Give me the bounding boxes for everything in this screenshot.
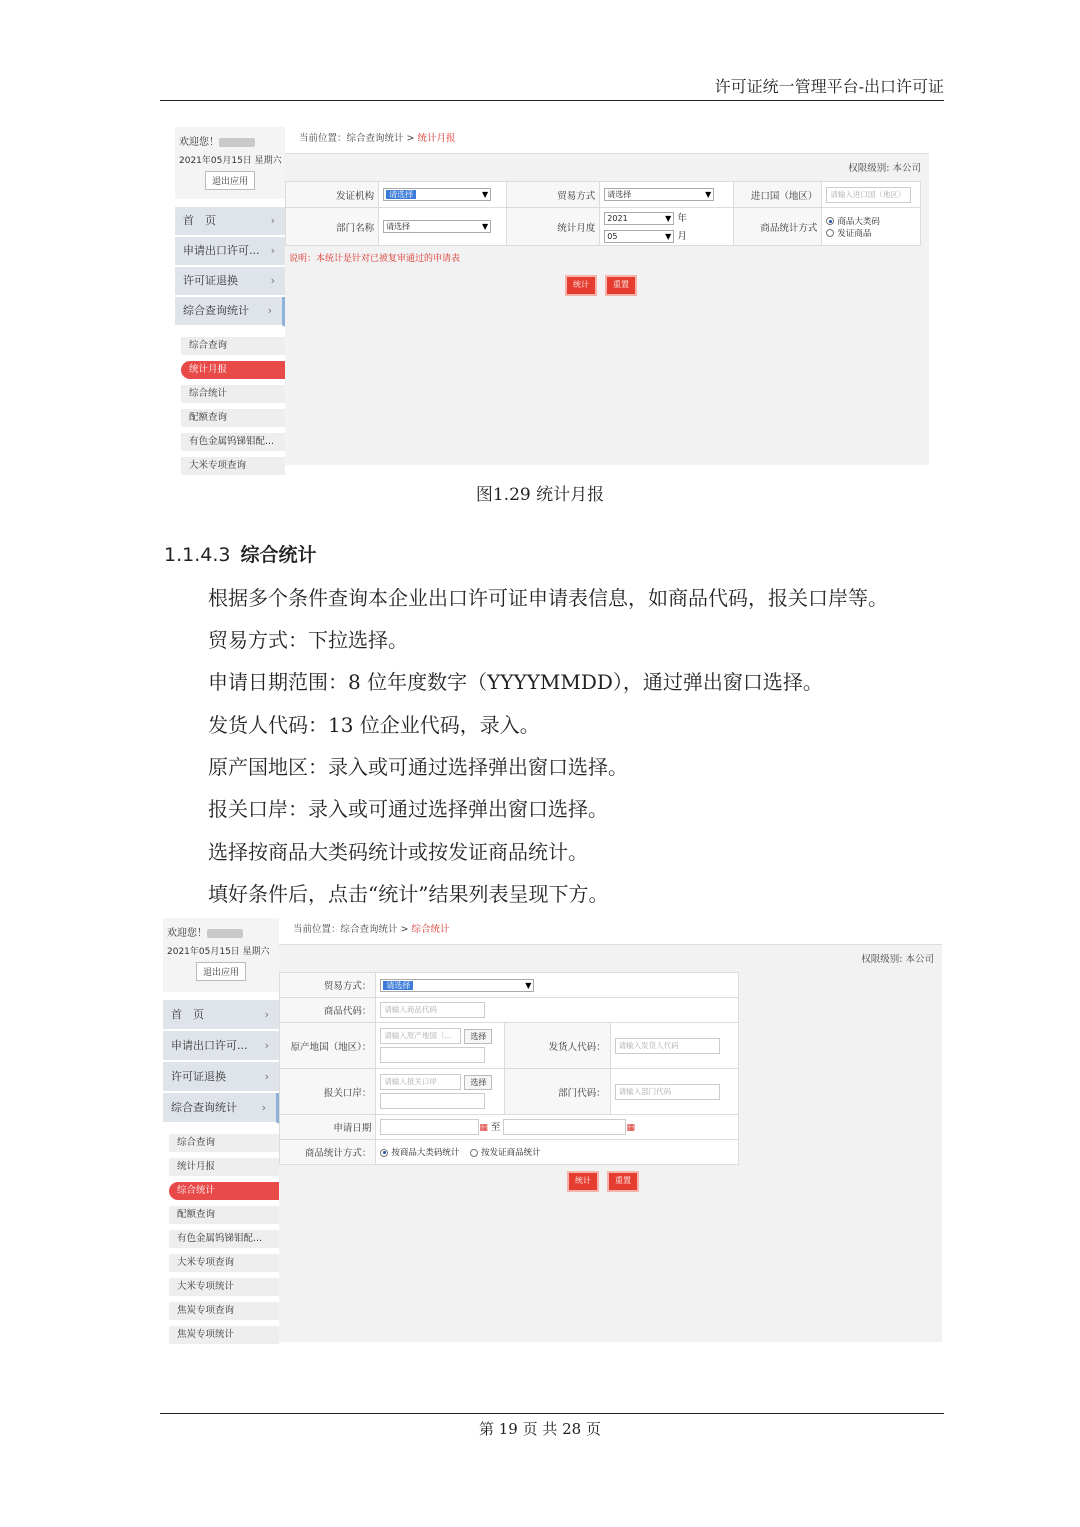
- submenu-nonferrous[interactable]: 有色金属钨锑钼配...: [181, 433, 285, 451]
- username-blurred: [207, 929, 243, 938]
- dropdown-arrow-icon: ▼: [665, 214, 672, 223]
- trade-select[interactable]: [604, 188, 714, 201]
- chevron-right-icon: ›: [267, 304, 272, 317]
- menu-label: 许可证退换: [171, 1070, 226, 1083]
- trade-select[interactable]: [380, 979, 534, 992]
- dropdown-arrow-icon: ▼: [665, 232, 672, 241]
- current-date: 2021年05月15日 星期六: [179, 156, 282, 166]
- submenu-monthly-report[interactable]: 统计月报: [181, 361, 285, 379]
- menu-label: 许可证退换: [183, 274, 238, 287]
- figure1-main: [285, 127, 929, 465]
- menu-label: 首 页: [171, 1008, 204, 1021]
- reset-button[interactable]: 重置: [605, 275, 637, 296]
- submenu-comprehensive-query[interactable]: 综合查询: [169, 1134, 279, 1152]
- port-text[interactable]: [380, 1093, 485, 1109]
- issuer-label: 发证机构: [286, 182, 379, 208]
- logout-button[interactable]: 退出应用: [205, 171, 255, 190]
- radio-icon: [380, 1149, 388, 1157]
- document-header: 许可证统一管理平台-出口许可证: [160, 78, 944, 101]
- menu-item-exchange[interactable]: [163, 1062, 279, 1093]
- paragraph: 填好条件后，点击“统计”结果列表呈现下方。: [208, 882, 609, 906]
- submenu-coke-stats[interactable]: 焦炭专项统计: [169, 1326, 279, 1344]
- port-choose-button[interactable]: 选择: [464, 1075, 492, 1090]
- chevron-right-icon: ›: [270, 214, 275, 227]
- stat-mode-label: 商品统计方式：: [280, 1140, 376, 1165]
- reset-button[interactable]: 重置: [607, 1171, 639, 1192]
- username-blurred: [219, 138, 255, 147]
- menu-label: 申请出口许可...: [171, 1039, 248, 1052]
- welcome-text: 欢迎您！: [179, 137, 219, 148]
- permission-level: 权限级别: 本公司: [848, 163, 921, 174]
- figure2-main: [279, 918, 942, 1342]
- year-select[interactable]: [604, 212, 674, 225]
- import-country-input[interactable]: 请输入进口国（地区）: [826, 187, 911, 203]
- permission-level: 权限级别: 本公司: [861, 954, 934, 965]
- current-date: 2021年05月15日 星期六: [167, 947, 270, 957]
- breadcrumb: [285, 127, 929, 154]
- submenu-comprehensive-query[interactable]: 综合查询: [181, 337, 285, 355]
- port-label: 报关口岸：: [280, 1069, 376, 1115]
- code-input[interactable]: 请输入商品代码: [380, 1002, 485, 1018]
- menu-item-home[interactable]: [163, 1000, 279, 1031]
- submenu-quota-query[interactable]: 配额查询: [181, 409, 285, 427]
- radio-icon: [826, 217, 834, 225]
- figure1-screenshot: [175, 127, 929, 471]
- dropdown-arrow-icon: ▼: [705, 190, 712, 199]
- dept-select[interactable]: [383, 220, 491, 233]
- shipper-input[interactable]: 请输入发货人代码: [615, 1038, 720, 1054]
- menu-label: 申请出口许可...: [183, 244, 260, 257]
- paragraph: 原产国地区：录入或可通过选择弹出窗口选择。: [208, 755, 628, 779]
- select-value: 请选择: [607, 190, 632, 199]
- figure1-caption: 图1.29 统计月报: [475, 485, 605, 505]
- radio-label: 发证商品: [837, 228, 872, 239]
- chevron-right-icon: ›: [270, 274, 275, 287]
- footer-divider: [160, 1413, 944, 1414]
- breadcrumb-current: 统计月报: [417, 133, 456, 144]
- figure2-screenshot: [163, 918, 942, 1342]
- page-number: 第 19 页 共 28 页: [478, 1420, 601, 1438]
- figure2-welcome-panel: [163, 918, 279, 992]
- menu-item-home[interactable]: [175, 207, 285, 237]
- paragraph: 申请日期范围：8 位年度数字（YYYYMMDD），通过弹出窗口选择。: [208, 670, 823, 694]
- select-value: 请选择: [386, 222, 411, 231]
- stat-mode-label: 商品统计方式: [734, 208, 822, 246]
- welcome-text: 欢迎您！: [167, 928, 207, 939]
- calendar-icon[interactable]: ▦: [626, 1122, 635, 1133]
- menu-label: 综合查询统计: [183, 304, 249, 317]
- figure1-welcome-panel: [175, 127, 285, 199]
- radio-label: 按商品大类码统计: [391, 1148, 460, 1158]
- import-country-label: 进口国（地区）: [734, 182, 822, 208]
- select-value: 05: [607, 232, 618, 241]
- radio-category-code[interactable]: [380, 1148, 459, 1158]
- stat-button[interactable]: 统计: [565, 275, 597, 296]
- origin-choose-button[interactable]: 选择: [464, 1029, 492, 1044]
- submenu-coke-query[interactable]: 焦炭专项查询: [169, 1302, 279, 1320]
- month-select[interactable]: [604, 230, 674, 243]
- paragraph: 发货人代码：13 位企业代码，录入。: [208, 713, 540, 737]
- date-label: 申请日期: [280, 1115, 376, 1140]
- submenu-nonferrous[interactable]: 有色金属钨锑钼配...: [169, 1230, 279, 1248]
- port-input[interactable]: 请输入报关口岸: [380, 1074, 461, 1090]
- month-label: 统计月度: [507, 208, 600, 246]
- shipper-label: 发货人代码：: [504, 1023, 610, 1069]
- menu-item-query-stats[interactable]: [163, 1093, 279, 1124]
- radio-icon: [470, 1149, 478, 1157]
- radio-label: 按发证商品统计: [481, 1148, 541, 1158]
- code-label: 商品代码：: [280, 998, 376, 1023]
- date-start-input[interactable]: [380, 1119, 479, 1135]
- radio-issued-goods[interactable]: [470, 1148, 541, 1158]
- submenu-monthly-report[interactable]: 统计月报: [169, 1158, 279, 1176]
- calendar-icon[interactable]: ▦: [479, 1122, 488, 1133]
- figure1-sidebar: [175, 127, 285, 471]
- submenu-rice-stats[interactable]: 大米专项统计: [169, 1278, 279, 1296]
- dept-input[interactable]: 请输入部门代码: [615, 1084, 720, 1100]
- origin-label: 原产地国（地区）：: [280, 1023, 376, 1069]
- month-unit: 月: [677, 231, 687, 242]
- paragraph: 报关口岸：录入或可通过选择弹出窗口选择。: [208, 797, 608, 821]
- breadcrumb-prefix: 当前位置：综合查询统计 >: [293, 924, 412, 935]
- breadcrumb-current: 综合统计: [411, 924, 450, 935]
- section-number: 1.1.4.3: [164, 544, 231, 566]
- dropdown-arrow-icon: ▼: [481, 222, 489, 231]
- year-unit: 年: [677, 213, 687, 224]
- select-value: 请选择: [386, 190, 416, 199]
- radio-icon: [826, 229, 834, 237]
- section-heading: [164, 540, 317, 567]
- paragraph: 贸易方式：下拉选择。: [208, 628, 408, 652]
- paragraph: 根据多个条件查询本企业出口许可证申请表信息，如商品代码，报关口岸等。: [208, 586, 888, 610]
- date-end-input[interactable]: [503, 1119, 626, 1135]
- menu-item-exchange[interactable]: [175, 267, 285, 297]
- figure2-sidebar: [163, 918, 279, 1342]
- paragraph: 选择按商品大类码统计或按发证商品统计。: [208, 840, 588, 864]
- select-value: 2021: [607, 214, 628, 223]
- submenu-quota-query[interactable]: 配额查询: [169, 1206, 279, 1224]
- date-to-label: 至: [490, 1121, 501, 1133]
- dept-label: 部门代码：: [504, 1069, 610, 1115]
- dept-label: 部门名称: [286, 208, 379, 246]
- breadcrumb-prefix: 当前位置：综合查询统计 >: [299, 133, 418, 144]
- breadcrumb: [279, 918, 942, 945]
- chevron-right-icon: ›: [264, 1008, 269, 1021]
- menu-item-apply[interactable]: [175, 237, 285, 267]
- origin-text[interactable]: [380, 1047, 485, 1063]
- chevron-right-icon: ›: [270, 244, 275, 257]
- figure1-filter-form: [285, 181, 921, 246]
- trade-label: 贸易方式：: [280, 973, 376, 998]
- chevron-right-icon: ›: [261, 1101, 266, 1114]
- issuer-select[interactable]: [383, 188, 491, 201]
- dropdown-arrow-icon: ▼: [481, 190, 489, 199]
- menu-item-query-stats[interactable]: [175, 297, 285, 327]
- submenu-rice-query[interactable]: 大米专项查询: [181, 457, 285, 475]
- chevron-right-icon: ›: [264, 1070, 269, 1083]
- radio-category-code[interactable]: [826, 215, 916, 227]
- radio-issued-goods[interactable]: [826, 227, 916, 239]
- menu-label: 综合查询统计: [171, 1101, 237, 1114]
- menu-label: 首 页: [183, 214, 216, 227]
- radio-label: 商品大类码: [837, 216, 880, 227]
- chevron-right-icon: ›: [264, 1039, 269, 1052]
- submenu-rice-query[interactable]: 大米专项查询: [169, 1254, 279, 1272]
- submenu-comprehensive-stats[interactable]: 综合统计: [181, 385, 285, 403]
- figure2-filter-form: [279, 972, 739, 1165]
- dropdown-arrow-icon: ▼: [525, 980, 532, 990]
- note-text: 说明：本统计是针对已被复审通过的申请表: [289, 254, 461, 264]
- trade-label: 贸易方式: [507, 182, 600, 208]
- menu-item-apply[interactable]: [163, 1031, 279, 1062]
- section-title: 综合统计: [240, 544, 317, 566]
- stat-button[interactable]: 统计: [567, 1171, 599, 1192]
- select-value: 请选择: [383, 981, 413, 990]
- logout-button[interactable]: 退出应用: [196, 962, 246, 981]
- origin-input[interactable]: 请输入原产地国（...: [380, 1028, 461, 1044]
- submenu-comprehensive-stats[interactable]: 综合统计: [169, 1182, 279, 1200]
